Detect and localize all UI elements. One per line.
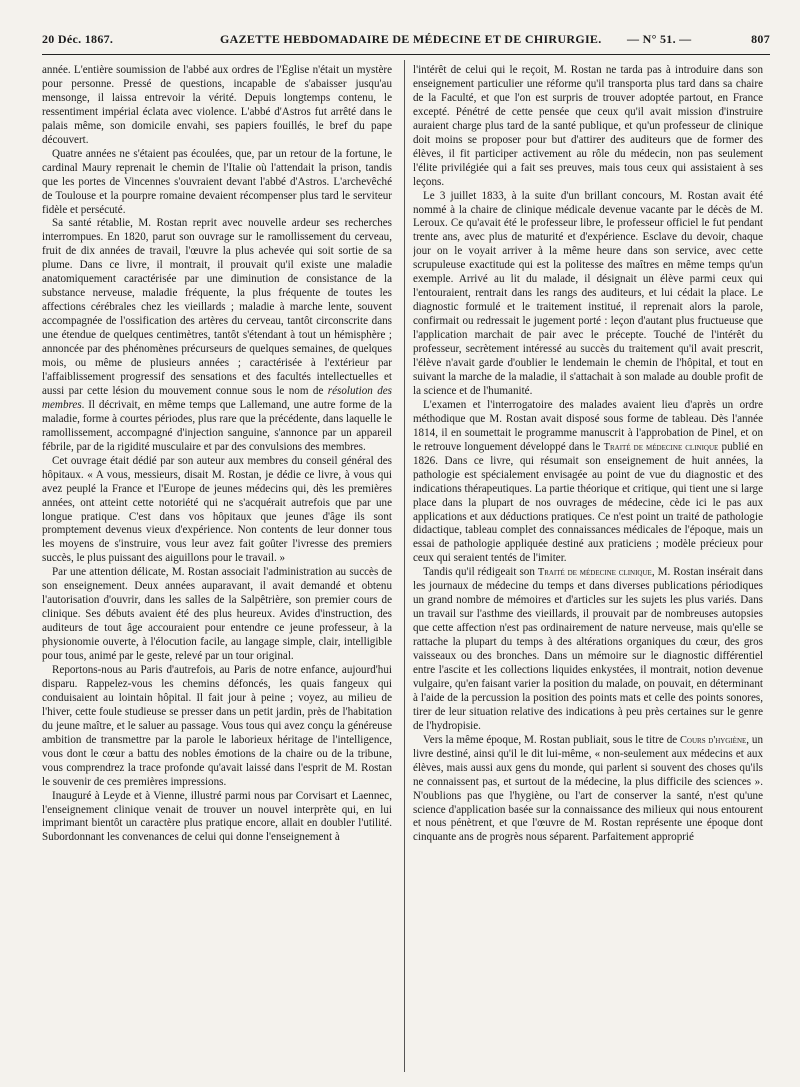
paragraph: Cet ouvrage était dédié par son auteur aux membres du conseil général des hôpitaux. « A vous, messieurs, disait M. Rostan, je dédie ce livre, à vous qui avez peuplé la France et l'Europe de jeunes médecins qui, dès les premières années, ont atteint cette notoriété qui ne s'acquérait autrefois que par une longue pratique. C'est dans vos hôpitaux que jeunes d'âge ils sont promptement devenus vieux d'expérience. Non contents de leur donner tous les moyens de s'instruire, vous leur avez fait goûter l'ivresse des premiers succès, le plus puissant des aiguillons pour le travail. » [42, 454, 392, 565]
left-column [42, 64, 392, 1074]
paragraph: Inauguré à Leyde et à Vienne, illustré parmi nous par Corvisart et Laennec, l'enseignement clinique venait de trouver un nouvel interprète qui, en lui imprimant bientôt un caractère plus pratique encore, allait en doubler l'utilité. Subordonnant les convenances de celui qui donne l'enseignement à [42, 789, 392, 844]
right-column [413, 64, 763, 1074]
paragraph [413, 399, 763, 566]
journal-title: GAZETTE HEBDOMADAIRE DE MÉDECINE ET DE CHIRURGIE. [220, 32, 602, 46]
header-rule [42, 54, 770, 55]
italic-term: résolution des membres [42, 384, 392, 411]
column-divider [404, 60, 405, 1072]
journal-page [42, 30, 770, 1075]
paragraph: année. L'entière soumission de l'abbé aux ordres de l'Église n'était un mystère pour personne. Pressé de questions, incapable de s'abaisser jusqu'au mensonge, il laissa entrevoir la vérité. Depuis longtemps contenu, le ressentiment impérial éclata avec violence. L'abbé d'Astros fut arrêté dans le palais même, son domicile envahi, ses papiers fouillés, le bref du pape découvert. [42, 64, 392, 146]
book-title: Traité de médecine clinique [537, 567, 652, 579]
paragraph [42, 217, 392, 454]
page-number: 807 [751, 32, 770, 46]
text-run: Tandis qu'il rédigeait son [423, 566, 538, 579]
paragraph: l'intérêt de celui qui le reçoit, M. Rostan ne tarda pas à introduire dans son enseignement particulier une réforme qu'il transporta plus tard dans sa chaire de la Faculté, et que l'on est surpris de trouver adoptée partout, en France excepté. Pénétré de cette pensée que ceux qu'il avait mission d'instruire auraient charge plus tard de la santé publique, et qu'un professeur de clinique doit moins se proposer pour but d'attirer des auditeurs que de former des élèves, il fit participer activement au rôle du médecin, non pas seulement l'élite privilégiée qui a fait ses preuves, mais tous ceux qui assistaient à ses leçons. [413, 64, 763, 188]
book-title: Traité de médecine clinique [603, 441, 719, 453]
text-run: L'examen et l'interrogatoire des malades avaient lieu d'après un ordre méthodique que M. Rostan avait disposé sous forme de tableau. Dès l'année 1814, il en soumettait le programme manuscrit à l'approbation de Pinel, et on le retrouve longuement développé dans le [413, 398, 763, 453]
header-date: 20 Déc. 1867. [42, 32, 114, 46]
book-title: Cours d'hygiène [680, 734, 747, 746]
text-run: . Il décrivait, en même temps que Lallemand, une autre forme de la maladie, forme à courtes périodes, plus rare que la précédente, dans laquelle le ramollissement, accompagné d'injection sanguine, s'annonce par un appareil fébrile, par de la rigidité musculaire et par des convulsions des membres. [42, 398, 392, 453]
paragraph: Le 3 juillet 1833, à la suite d'un brillant concours, M. Rostan avait été nommé à la chaire de clinique médicale devenue vacante par le décès de M. Leroux. Ce qu'avait été le professeur libre, le professeur officiel le fut pendant trente ans, avec plus de maturité et d'expérience. Esclave du devoir, chaque jour on le voyait arriver à la même heure dans son service, avec cette scrupuleuse exactitude qui est la politesse des maîtres en même temps qu'un exemple. Arrivé au lit du malade, il désignait un élève parmi ceux qui l'entouraient, rentrait dans les rangs des auditeurs, et lui cédait la place. Le diagnostic formulé et le traitement institué, il reprenait alors la parole, confirmait ou redressait le jugement porté : leçon d'autant plus fructueuse que l'application marchait de pair avec le précepte. Touché de l'intérêt du professeur, secrètement intéressé au succès du traitement qu'il avait prescrit, l'élève n'avait garde d'oublier le lendemain le chemin de l'hôpital, et tout en suivant la marche de la maladie, il s'attachait à son malade au double profit de la science et de l'humanité. [413, 189, 763, 397]
paragraph [413, 566, 763, 733]
text-run: , un livre destiné, ainsi qu'il le dit lui-même, « non-seulement aux médecins et aux élèves, mais aussi aux gens du monde, qui parlent si souvent des choses qu'ils ne connaissent pas, et surtout de la médecine, la plus difficile des sciences ». N'oublions pas que l'hygiène, ou l'art de conserver la santé, n'est qu'une science d'application basée sur la connaissance des milieux qui nous entourent et nous pénètrent, et que l'œuvre de M. Rostan représente une époque dont cinquante ans de progrès nous séparent. Parfaitement approprié [413, 733, 763, 844]
running-header [42, 30, 770, 52]
paragraph: Par une attention délicate, M. Rostan associait l'administration au succès de son enseignement. Deux années auparavant, il avait demandé et obtenu l'autorisation d'ouvrir, dans les salles de la Salpêtrière, son premier cours de clinique. Ses débuts avaient été des plus heureux. Avides d'instruction, des auditeurs de tout âge accouraient pour entendre ce jeune professeur, à la physionomie ouverte, à l'élocution facile, au langage simple, clair, intelligible pour tous, animé par le geste, relevé par un tour original. [42, 566, 392, 663]
paragraph: Reportons-nous au Paris d'autrefois, au Paris de notre enfance, aujourd'hui disparu. Rappelez-vous les chemins défoncés, les quais fangeux qui conduisaient au lointain hôpital. Il fait jour à peine ; voyez, au milieu de l'hiver, cette foule studieuse se presser dans un petit jardin, près de l'habitation du jeune maître, et le saluer au passage. Vous tous qui avez conçu la généreuse ambition de transmettre par la parole le laborieux héritage de l'intelligence, vous dont le cœur a battu des nobles émotions de la chaire ou de la tribune, vous comprendrez la trace profonde qu'avait laissé dans l'esprit de M. Rostan le souvenir de ces premières impressions. [42, 663, 392, 788]
paragraph [413, 734, 763, 846]
text-run: Vers la même époque, M. Rostan publiait, sous le titre de [423, 733, 680, 746]
text-run: publié en 1826. Dans ce livre, qui résumait son enseignement de huit années, la pathologie est spécialement envisagée au point de vue du diagnostic et des indications thérapeutiques. La partie théorique et critique, qui tient une si large place dans la plupart de nos ouvrages de médecine, cède ici le pas aux applications et aux déductions pratiques. Ce n'est point un traité de pathologie didactique, tableau complet des connaissances médicales de l'époque, mais un essai de pathologie appliquée destiné aux praticiens ; modèle précieux pour ceux qui seraient tentés de l'imiter. [413, 440, 763, 565]
text-run: , M. Rostan insérait dans les journaux de médecine du temps et dans diverses publications périodiques un grand nombre de mémoires et d'articles sur les sujets les plus variés. Dans un travail sur l'asthme des vieillards, il prouvait par de nombreuses autopsies que cette affection n'est pas ordinairement de nature nerveuse, mais qu'elle se rattache la plupart du temps à des altérations organiques du cœur, des gros vaisseaux ou des bronches. Dans un mémoire sur le diagnostic différentiel entre l'ascite et les collections liquides enkystées, il montrait, notion devenue vulgaire, qu'en faisant varier la position du malade, on pouvait, en déterminant à l'aide de la percussion la position des points mats et celle des points sonores, tirer de leur situation relative des indications à peu près certaines sur le genre de l'hydropisie. [413, 566, 763, 732]
issue-number: — N° 51. — [627, 32, 692, 46]
paragraph: Quatre années ne s'étaient pas écoulées, que, par un retour de la fortune, le cardinal Maury reprenait le chemin de l'Italie où l'attendait la prison, tandis que les portes de Vincennes s'ouvraient devant l'abbé d'Astros. L'archevêché de Toulouse et la pourpre romaine devaient récompenser plus tard le serviteur fidèle et persécuté. [42, 147, 392, 216]
text-run: Sa santé rétablie, M. Rostan reprit avec nouvelle ardeur ses recherches interrompues. En 1820, parut son ouvrage sur le ramollissement du cerveau, fruit de dix années de travail, l'œuvre la plus achevée qui soit sortie de sa plume. Dans ce livre, il montrait, il prouvait qu'il existe une maladie anatomiquement caractérisée par une diminution de consistance de la substance nerveuse, maladie fréquente, la plus fréquente de toutes les affections cérébrales chez les vieillards ; maladie à marche lente, souvent accompagnée de l'ossification des artères du cerveau, tantôt circonscrite dans une étendue de quelques centimètres, tantôt s'étendant à tout un hémisphère ; annoncée par des phénomènes précurseurs de quelques semaines, de quelques mois, ou même de plusieurs années ; caractérisée à l'extérieur par l'affaiblissement progressif des sensations et des facultés intellectuelles et aussi par cette lésion du mouvement connue sous le nom de [42, 217, 392, 397]
